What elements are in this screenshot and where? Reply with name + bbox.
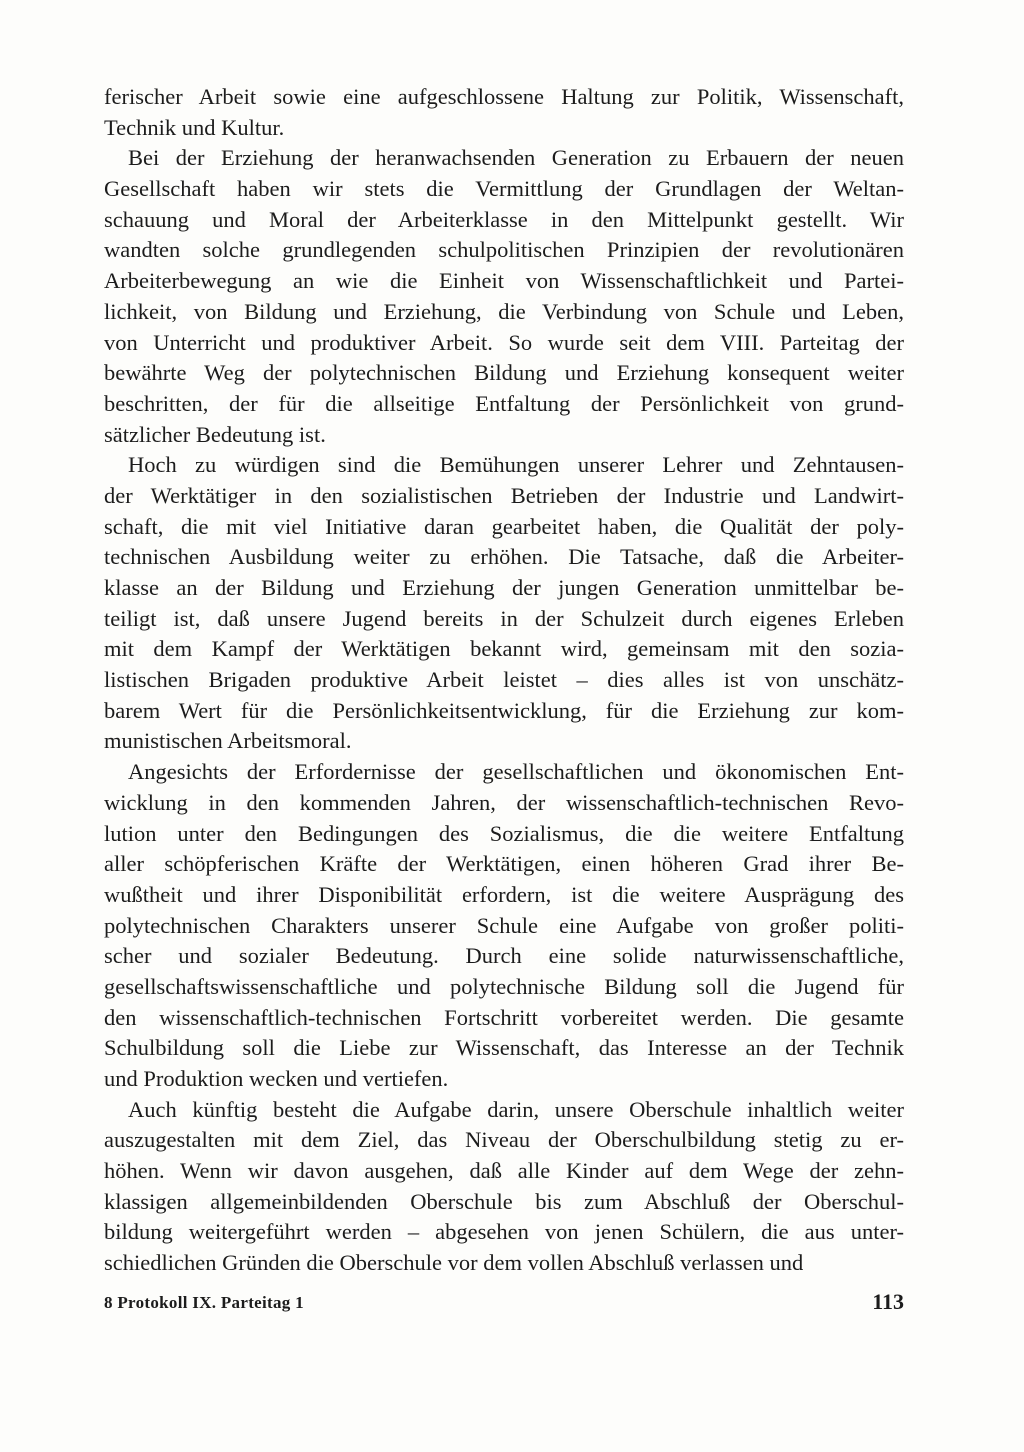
text-line: schiedlichen Gründen die Oberschule vor dem vollen Abschluß verlassen und (104, 1250, 804, 1276)
text-line: wandten solche grundlegenden schulpolitischen Prinzipien der revolutionären (104, 237, 904, 263)
text-line: gesellschaftswissenschaftliche und polytechnische Bildung soll die Jugend für (104, 973, 904, 999)
text-line: ferischer Arbeit sowie eine aufgeschlossene Haltung zur Politik, Wissenschaft, (104, 84, 904, 109)
text-line: höhen. Wenn wir davon ausgehen, daß alle Kinder auf dem Wege der zehn- (104, 1158, 904, 1184)
text-line: lution unter den Bedingungen des Sozialismus, die die weitere Entfaltung (104, 820, 904, 846)
text-line: polytechnischen Charakters unserer Schule eine Aufgabe von großer politi- (104, 912, 904, 938)
paragraph (104, 757, 904, 1095)
text-line: wußtheit und ihrer Disponibilität erfordern, ist die weitere Ausprägung des (104, 881, 904, 907)
text-line: Arbeiterbewegung an wie die Einheit von Wissenschaftlichkeit und Partei- (104, 268, 904, 294)
page-footer (104, 1289, 904, 1319)
printer-signature: 8 Protokoll IX. Parteitag 1 (104, 1293, 304, 1312)
text-line: Technik und Kultur. (104, 114, 285, 140)
text-line: Schulbildung soll die Liebe zur Wissenschaft, das Interesse an der Technik (104, 1035, 904, 1061)
text-line: klassigen allgemeinbildenden Oberschule bis zum Abschluß der Oberschul- (104, 1188, 904, 1214)
text-line: Auch künftig besteht die Aufgabe darin, unsere Oberschule inhaltlich weiter (128, 1096, 904, 1122)
text-line: scher und sozialer Bedeutung. Durch eine solide naturwissenschaftliche, (104, 943, 904, 969)
text-line: listischen Brigaden produktive Arbeit leistet – dies alles ist von unschätz- (104, 667, 904, 693)
text-line: sätzlicher Bedeutung ist. (104, 421, 326, 447)
text-line: den wissenschaftlich-technischen Fortschritt vorbereitet werden. Die gesamte (104, 1004, 904, 1030)
paragraph (104, 143, 904, 450)
text-line: teiligt ist, daß unsere Jugend bereits in der Schulzeit durch eigenes Erleben (104, 605, 904, 631)
text-line: aller schöpferischen Kräfte der Werktätigen, einen höheren Grad ihrer Be- (104, 851, 904, 877)
text-line: und Produktion wecken und vertiefen. (104, 1066, 449, 1091)
text-line: mit dem Kampf der Werktätigen bekannt wird, gemeinsam mit den sozia- (104, 636, 904, 662)
text-line: wicklung in den kommenden Jahren, der wissenschaftlich-technischen Revo- (104, 789, 904, 815)
paragraph (104, 82, 904, 143)
text-line: klasse an der Bildung und Erziehung der jungen Generation unmittelbar be- (104, 575, 904, 600)
paragraph (104, 1095, 904, 1279)
text-line: lichkeit, von Bildung und Erziehung, die Verbindung von Schule und Leben, (104, 298, 904, 324)
text-line: von Unterricht und produktiver Arbeit. So wurde seit dem VIII. Parteitag der (104, 329, 904, 355)
text-line: technischen Ausbildung weiter zu erhöhen. Die Tatsache, daß die Arbeiter- (104, 544, 904, 570)
text-line: Bei der Erziehung der heranwachsenden Generation zu Erbauern der neuen (128, 145, 904, 171)
body-text (104, 82, 904, 1279)
text-line: auszugestalten mit dem Ziel, das Niveau der Oberschulbildung stetig zu er- (104, 1127, 904, 1153)
paragraph (104, 450, 904, 757)
page-number: 113 (872, 1289, 904, 1314)
text-line: beschritten, der für die allseitige Entfaltung der Persönlichkeit von grund- (104, 390, 904, 416)
text-line: schaft, die mit viel Initiative daran gearbeitet haben, die Qualität der poly- (104, 513, 904, 539)
text-line: bildung weitergeführt werden – abgesehen von jenen Schülern, die aus unter- (104, 1219, 904, 1245)
text-line: Hoch zu würdigen sind die Bemühungen unserer Lehrer und Zehntausen- (128, 452, 904, 478)
text-line: der Werktätiger in den sozialistischen Betrieben der Industrie und Landwirt- (104, 482, 904, 508)
text-line: schauung und Moral der Arbeiterklasse in den Mittelpunkt gestellt. Wir (104, 206, 904, 232)
text-line: bewährte Weg der polytechnischen Bildung und Erziehung konsequent weiter (104, 360, 904, 386)
text-line: munistischen Arbeitsmoral. (104, 728, 352, 754)
text-line: barem Wert für die Persönlichkeitsentwicklung, für die Erziehung zur kom- (104, 697, 904, 723)
text-line: Gesellschaft haben wir stets die Vermittlung der Grundlagen der Weltan- (104, 176, 904, 202)
text-line: Angesichts der Erfordernisse der gesellschaftlichen und ökonomischen Ent- (128, 759, 904, 785)
